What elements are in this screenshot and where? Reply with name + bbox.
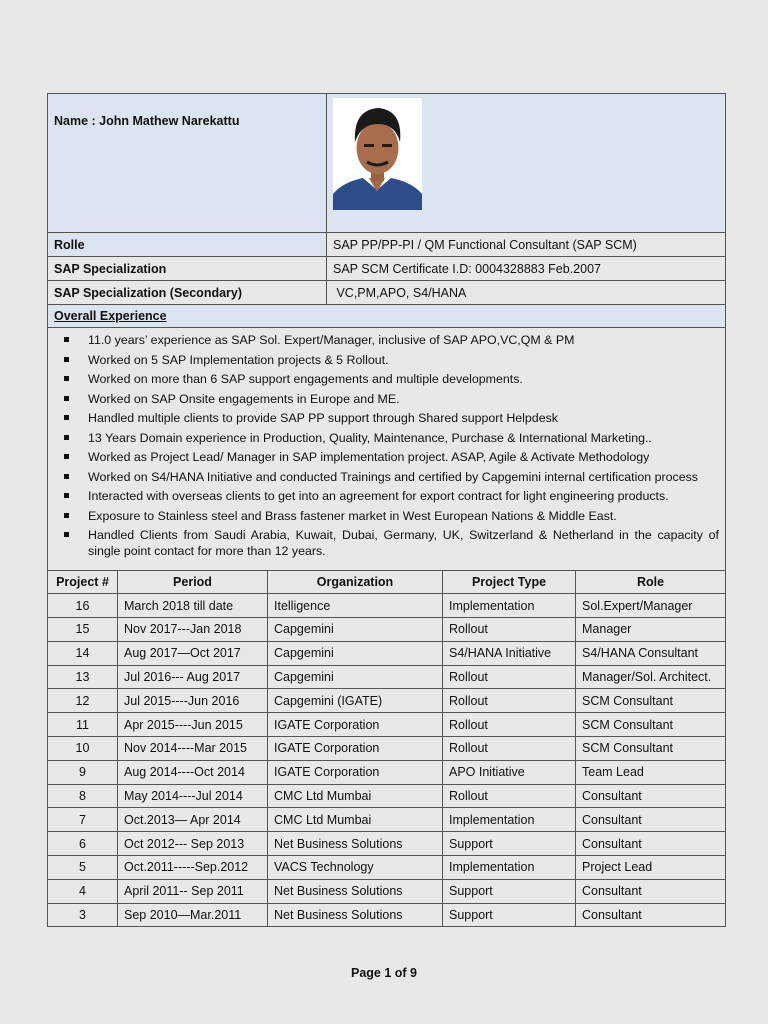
project-number-cell: 5 (48, 856, 118, 880)
project-number-cell: 13 (48, 665, 118, 689)
table-row (48, 760, 726, 784)
role-cell: SCM Consultant (576, 689, 726, 713)
profile-photo (333, 98, 422, 210)
project-number-cell: 4 (48, 879, 118, 903)
name-row (48, 94, 726, 233)
secondary-specialization-row (48, 281, 726, 305)
role-cell: Manager/Sol. Architect. (576, 665, 726, 689)
organization-cell: VACS Technology (268, 856, 443, 880)
role-cell: SCM Consultant (576, 737, 726, 761)
role-cell: Consultant (576, 903, 726, 927)
period-cell: Apr 2015----Jun 2015 (118, 713, 268, 737)
organization-cell: IGATE Corporation (268, 713, 443, 737)
project-type-cell: Rollout (443, 689, 576, 713)
role-cell: Manager (576, 618, 726, 642)
table-row (48, 879, 726, 903)
role-cell: Consultant (576, 784, 726, 808)
role-cell: S4/HANA Consultant (576, 641, 726, 665)
table-row (48, 737, 726, 761)
table-row (48, 689, 726, 713)
project-number-cell: 7 (48, 808, 118, 832)
project-number-cell: 15 (48, 618, 118, 642)
table-row (48, 618, 726, 642)
column-header-period: Period (118, 570, 268, 594)
organization-cell: CMC Ltd Mumbai (268, 808, 443, 832)
projects-body (48, 594, 726, 927)
project-type-cell: Support (443, 903, 576, 927)
project-type-cell: Rollout (443, 784, 576, 808)
table-row (48, 594, 726, 618)
period-cell: Aug 2017—Oct 2017 (118, 641, 268, 665)
project-type-cell: S4/HANA Initiative (443, 641, 576, 665)
organization-cell: IGATE Corporation (268, 760, 443, 784)
experience-item: Worked on more than 6 SAP support engagements and multiple developments. (60, 371, 719, 387)
role-value: SAP PP/PP-PI / QM Functional Consultant (SAP SCM) (327, 233, 726, 257)
period-cell: May 2014----Jul 2014 (118, 784, 268, 808)
table-row (48, 856, 726, 880)
project-type-cell: Implementation (443, 594, 576, 618)
secondary-specialization-label: SAP Specialization (Secondary) (48, 281, 327, 305)
period-cell: Nov 2017---Jan 2018 (118, 618, 268, 642)
organization-cell: Capgemini (268, 665, 443, 689)
experience-item: Worked as Project Lead/ Manager in SAP implementation project. ASAP, Agile & Activate Methodology (60, 449, 719, 465)
experience-list-row (48, 328, 726, 571)
period-cell: Oct 2012--- Sep 2013 (118, 832, 268, 856)
role-cell: Consultant (576, 832, 726, 856)
table-row (48, 808, 726, 832)
table-row (48, 903, 726, 927)
experience-item: Handled Clients from Saudi Arabia, Kuwait, Dubai, Germany, UK, Switzerland & Netherland in the capacity of single point contact for more than 12 years. (60, 527, 719, 559)
project-number-cell: 9 (48, 760, 118, 784)
project-number-cell: 8 (48, 784, 118, 808)
experience-item: Interacted with overseas clients to get into an agreement for export contract for light engineering products. (60, 488, 719, 504)
table-row (48, 641, 726, 665)
specialization-label: SAP Specialization (48, 257, 327, 281)
period-cell: Oct.2011-----Sep.2012 (118, 856, 268, 880)
organization-cell: Net Business Solutions (268, 903, 443, 927)
table-row (48, 713, 726, 737)
period-cell: Nov 2014----Mar 2015 (118, 737, 268, 761)
period-cell: April 2011-- Sep 2011 (118, 879, 268, 903)
column-header-project-type: Project Type (443, 570, 576, 594)
projects-header-row (48, 570, 726, 594)
project-type-cell: Implementation (443, 808, 576, 832)
column-header-role: Role (576, 570, 726, 594)
organization-cell: IGATE Corporation (268, 737, 443, 761)
organization-cell: Capgemini (268, 618, 443, 642)
project-type-cell: Support (443, 879, 576, 903)
column-header-organization: Organization (268, 570, 443, 594)
organization-cell: Itelligence (268, 594, 443, 618)
project-number-cell: 12 (48, 689, 118, 713)
organization-cell: CMC Ltd Mumbai (268, 784, 443, 808)
specialization-value: SAP SCM Certificate I.D: 0004328883 Feb.2007 (327, 257, 726, 281)
role-row (48, 233, 726, 257)
project-number-cell: 3 (48, 903, 118, 927)
experience-item: 11.0 years’ experience as SAP Sol. Expert/Manager, inclusive of SAP APO,VC,QM & PM (60, 332, 719, 348)
experience-list (60, 332, 719, 559)
project-type-cell: Rollout (443, 737, 576, 761)
project-number-cell: 10 (48, 737, 118, 761)
project-type-cell: Support (443, 832, 576, 856)
period-cell: Sep 2010—Mar.2011 (118, 903, 268, 927)
organization-cell: Capgemini (IGATE) (268, 689, 443, 713)
period-cell: Jul 2016--- Aug 2017 (118, 665, 268, 689)
role-cell: Team Lead (576, 760, 726, 784)
organization-cell: Net Business Solutions (268, 832, 443, 856)
project-type-cell: Rollout (443, 665, 576, 689)
table-row (48, 665, 726, 689)
page-number: Page 1 of 9 (351, 966, 417, 980)
experience-heading: Overall Experience (48, 305, 726, 328)
period-cell: Jul 2015----Jun 2016 (118, 689, 268, 713)
project-type-cell: Rollout (443, 618, 576, 642)
organization-cell: Net Business Solutions (268, 879, 443, 903)
project-number-cell: 14 (48, 641, 118, 665)
period-cell: Oct.2013— Apr 2014 (118, 808, 268, 832)
experience-item: 13 Years Domain experience in Production, Quality, Maintenance, Purchase & International Marketing.. (60, 430, 719, 446)
experience-heading-row (48, 305, 726, 328)
project-type-cell: Rollout (443, 713, 576, 737)
experience-item: Handled multiple clients to provide SAP PP support through Shared support Helpdesk (60, 410, 719, 426)
experience-item: Worked on S4/HANA Initiative and conducted Trainings and certified by Capgemini internal certification process (60, 469, 719, 485)
role-label: Rolle (48, 233, 327, 257)
role-cell: Consultant (576, 879, 726, 903)
experience-item: Worked on SAP Onsite engagements in Europe and ME. (60, 391, 719, 407)
table-row (48, 832, 726, 856)
experience-item: Worked on 5 SAP Implementation projects & 5 Rollout. (60, 352, 719, 368)
organization-cell: Capgemini (268, 641, 443, 665)
profile-table (47, 93, 726, 571)
role-cell: SCM Consultant (576, 713, 726, 737)
table-row (48, 784, 726, 808)
project-number-cell: 11 (48, 713, 118, 737)
name-label: Name : John Mathew Narekattu (48, 94, 327, 233)
resume-page (47, 93, 725, 927)
role-cell: Project Lead (576, 856, 726, 880)
project-number-cell: 16 (48, 594, 118, 618)
project-type-cell: Implementation (443, 856, 576, 880)
project-number-cell: 6 (48, 832, 118, 856)
role-cell: Consultant (576, 808, 726, 832)
project-type-cell: APO Initiative (443, 760, 576, 784)
projects-table (47, 570, 726, 928)
period-cell: March 2018 till date (118, 594, 268, 618)
column-header-project-number: Project # (48, 570, 118, 594)
period-cell: Aug 2014----Oct 2014 (118, 760, 268, 784)
role-cell: Sol.Expert/Manager (576, 594, 726, 618)
specialization-row (48, 257, 726, 281)
experience-item: Exposure to Stainless steel and Brass fastener market in West European Nations & Middle East. (60, 508, 719, 524)
profile-photo-cell (327, 94, 726, 233)
secondary-specialization-value: VC,PM,APO, S4/HANA (327, 281, 726, 305)
